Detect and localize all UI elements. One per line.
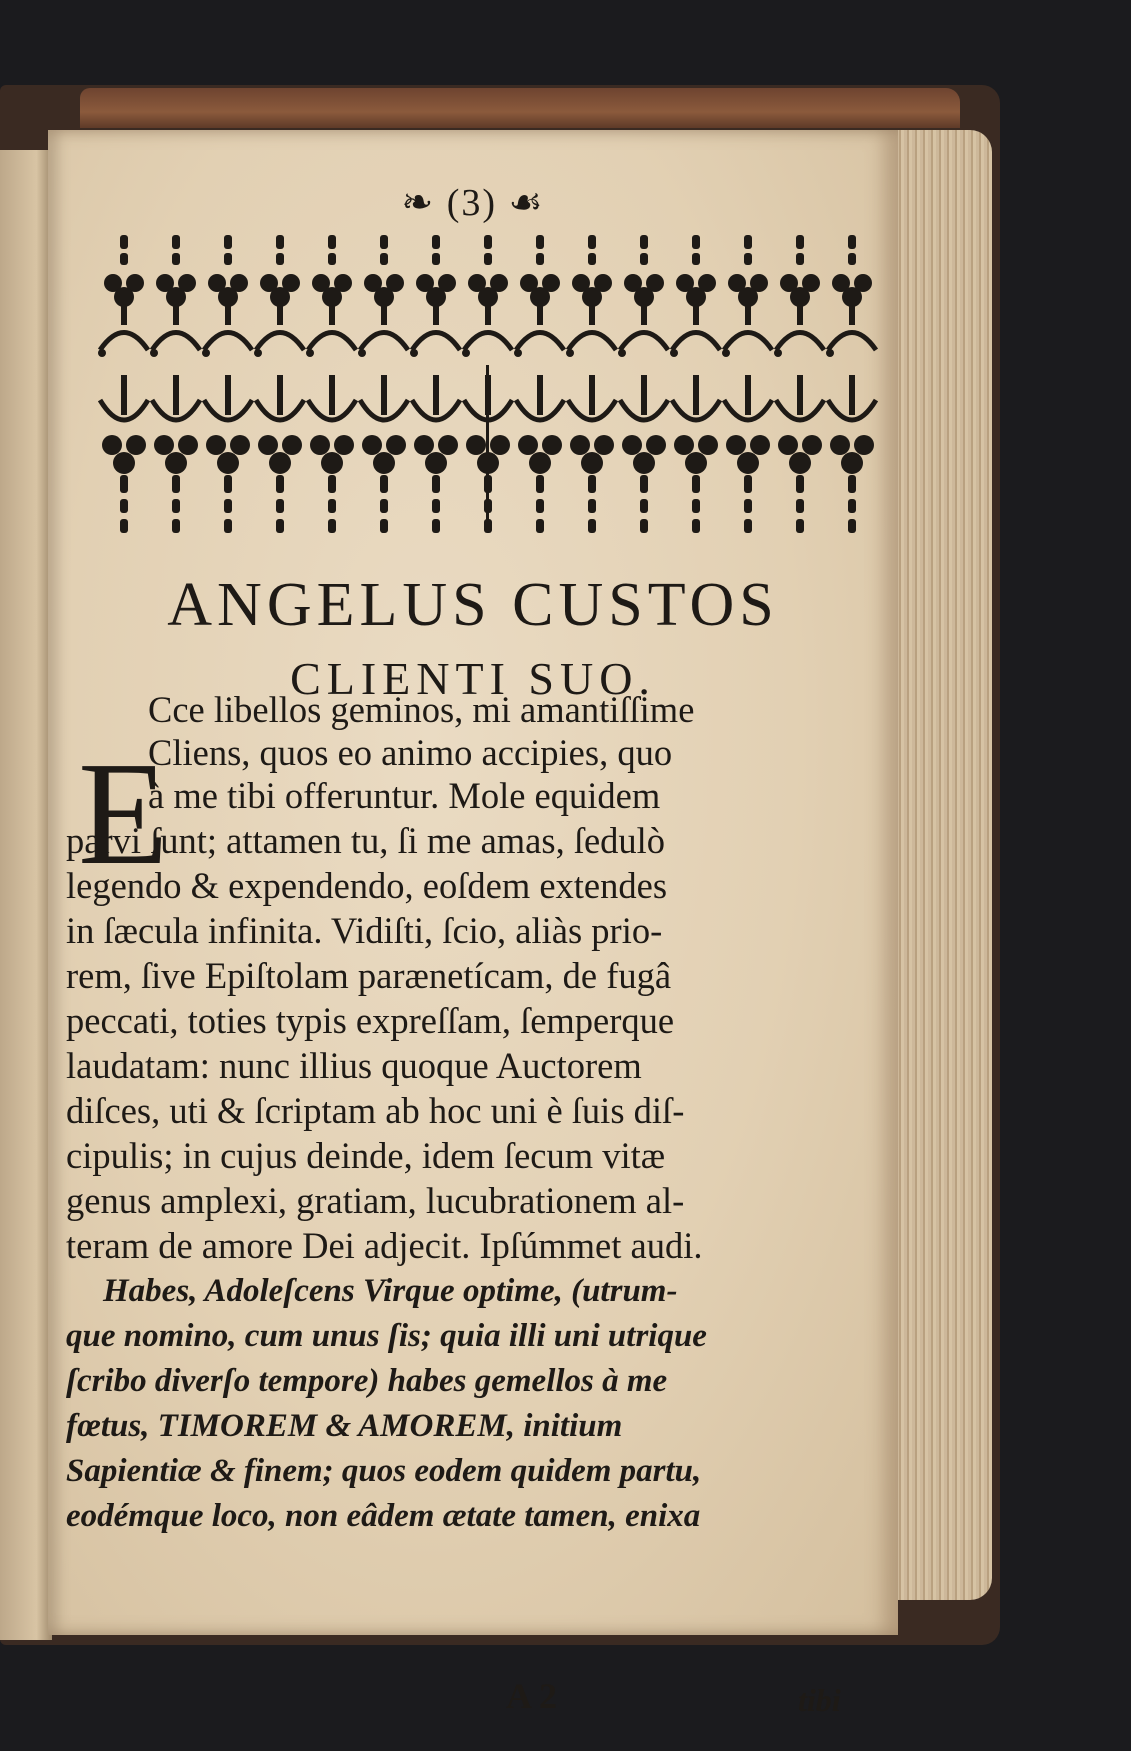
text-line: genus amplexi, gratiam, lucubrationem al- (66, 1180, 685, 1221)
italic-text-line: eodémque loco, non eâdem ætate tamen, enixa (66, 1498, 701, 1534)
text-line: in ſæcula infinita. Vidiſti, ſcio, aliàs prio- (66, 910, 663, 951)
text-line: diſces, uti & ſcriptam ab hoc uni è ſuis diſ- (66, 1090, 685, 1131)
text-line: à me tibi offeruntur. Mole equidem (148, 775, 661, 816)
italic-text-line: fœtus, TIMOREM & AMOREM, initium (66, 1408, 623, 1444)
catchword: tibi (798, 1682, 841, 1718)
drop-cap: E (78, 732, 169, 896)
left-page-edge (0, 150, 52, 1640)
ornament-left-icon: ❧ (401, 182, 436, 224)
italic-text-line: ſcribo diverſo tempore) habes gemellos à me (66, 1363, 668, 1399)
signature-mark: A 2 (506, 1676, 558, 1716)
page-subtitle: CLIENTI SUO. (290, 653, 656, 704)
page-title: ANGELUS CUSTOS (167, 571, 779, 639)
text-line: peccati, toties typis expreſſam, ſemperque (66, 1000, 675, 1041)
text-line: cipulis; in cujus deinde, idem ſecum vitæ (66, 1135, 666, 1176)
text-line: legendo & expendendo, eoſdem extendes (66, 865, 668, 906)
page-number (48, 180, 898, 225)
text-line: Cce libellos geminos, mi amantiſſime (148, 689, 695, 730)
italic-text-line: que nomino, cum unus ſis; quia illi uni utrique (66, 1318, 707, 1354)
text-line: Cliens, quos eo animo accipies, quo (148, 732, 673, 773)
ornament-right-icon: ☙ (508, 182, 545, 224)
text-line: laudatam: nunc illius quoque Auctorem (66, 1045, 642, 1086)
ornament-band-icon (98, 225, 878, 560)
book-page (48, 130, 898, 1718)
book-top-edge (80, 88, 960, 128)
text-line: parvi ſunt; attamen tu, ſi me amas, ſedulò (66, 820, 666, 861)
italic-text-line: Habes, Adoleſcens Virque optime, (utrum- (103, 1273, 678, 1309)
italic-text-line: Sapientiæ & finem; quos eodem quidem partu, (66, 1453, 702, 1489)
page-number-text: (3) (446, 182, 498, 224)
text-line: teram de amore Dei adjecit. Ipſúmmet audi. (66, 1225, 703, 1266)
text-line: rem, ſive Epiſtolam parænetícam, de fugâ (66, 955, 672, 996)
